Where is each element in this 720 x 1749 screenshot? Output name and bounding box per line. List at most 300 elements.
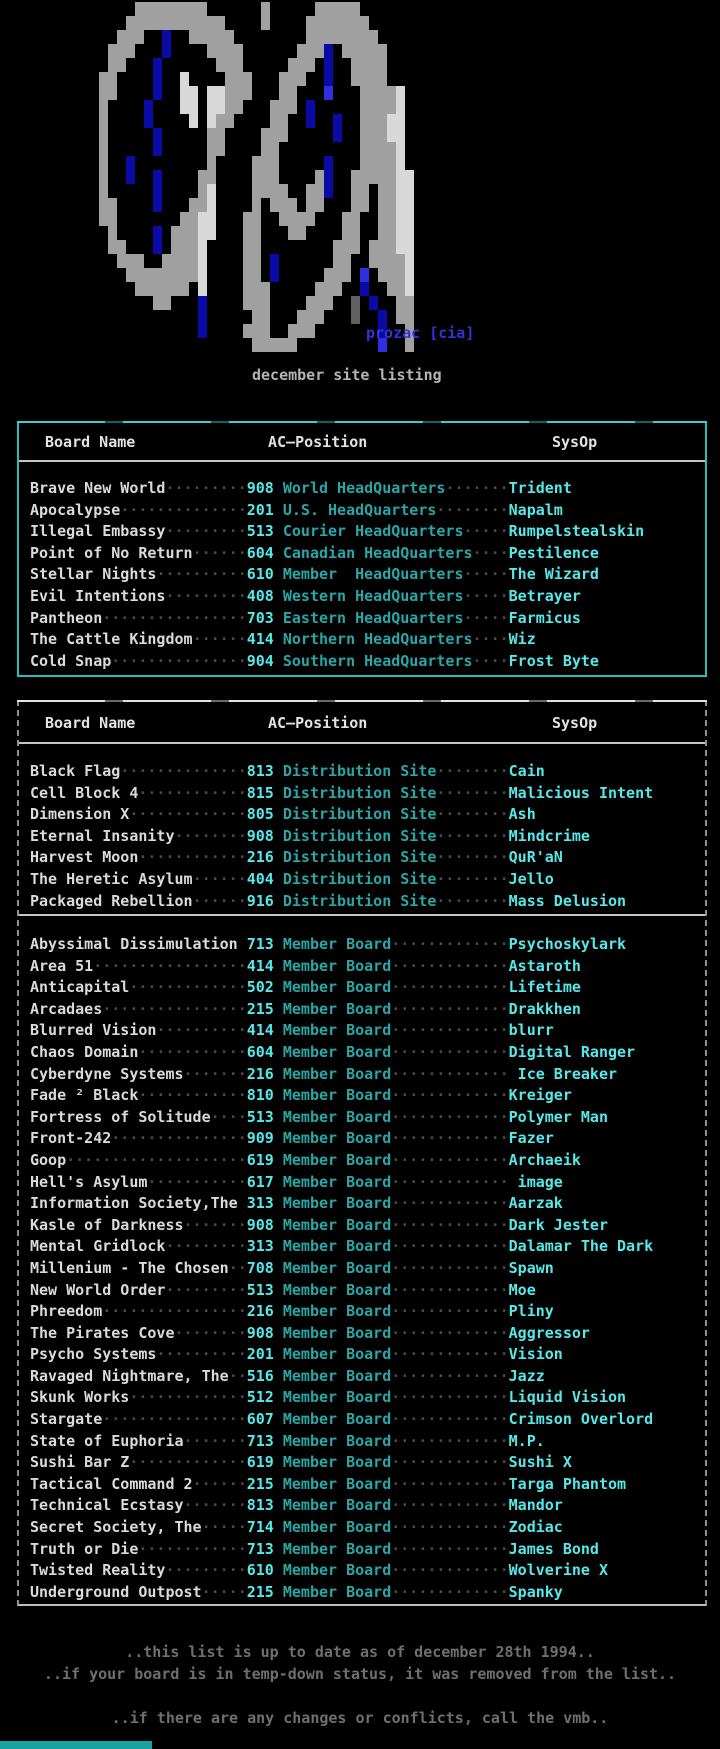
- position-label: World HeadQuarters: [282, 479, 446, 497]
- art-block: [270, 170, 279, 184]
- dot-leader: ····: [472, 630, 509, 649]
- position-label: Member Board: [282, 1366, 392, 1385]
- art-block: [135, 268, 144, 282]
- art-block: [153, 86, 162, 100]
- table-row: [30, 869, 705, 891]
- dot-leader: ·····: [463, 522, 509, 541]
- area-code: 216: [246, 1302, 274, 1321]
- art-block: [135, 30, 144, 44]
- header-separator: [19, 742, 705, 744]
- table-row: [30, 1128, 705, 1150]
- art-block: [153, 240, 162, 254]
- dot-leader: ·············: [391, 1453, 509, 1472]
- art-block: [342, 254, 351, 268]
- art-block: [207, 184, 216, 198]
- art-block: [171, 240, 180, 254]
- sysop-name: Aggressor: [508, 1323, 590, 1342]
- art-block: [288, 338, 297, 352]
- column-gap: [274, 892, 283, 910]
- position-label: Northern HeadQuarters: [282, 630, 473, 649]
- position-label: Member Board: [282, 1453, 392, 1472]
- art-block: [315, 44, 324, 58]
- art-block: [207, 142, 216, 156]
- art-block: [189, 86, 198, 100]
- art-block: [369, 296, 378, 310]
- art-block: [216, 128, 225, 142]
- art-block: [378, 170, 387, 184]
- board-name: The Pirates Cove: [30, 1323, 175, 1342]
- dot-leader: ·············: [391, 1518, 509, 1537]
- board-name: The Cattle Kingdom: [30, 630, 193, 649]
- table-row: [30, 999, 705, 1021]
- board-name: Harvest Moon: [30, 848, 139, 867]
- board-name: Packaged Rebellion: [30, 891, 193, 910]
- art-block: [126, 170, 135, 184]
- art-block: [378, 142, 387, 156]
- art-block: [207, 86, 216, 100]
- dot-leader: ·····: [201, 1582, 247, 1601]
- column-gap: [274, 1108, 283, 1126]
- position-label: Member Board: [282, 935, 392, 953]
- dot-leader: ·············: [391, 1431, 509, 1450]
- column-gap: [274, 1302, 283, 1320]
- sysop-name: Liquid Vision: [508, 1388, 627, 1407]
- table-row: [30, 478, 705, 500]
- area-code: 617: [246, 1172, 274, 1191]
- art-block: [207, 226, 216, 240]
- area-code: 703: [246, 608, 274, 627]
- dot-leader: ········: [436, 891, 509, 910]
- art-block: [135, 16, 144, 30]
- art-block: [243, 324, 252, 338]
- art-block: [261, 324, 270, 338]
- art-block: [198, 282, 207, 296]
- table-row: [30, 826, 705, 848]
- art-block: [207, 44, 216, 58]
- art-block: [360, 142, 369, 156]
- art-block: [171, 282, 180, 296]
- position-label: Member Board: [282, 1323, 392, 1342]
- art-block: [243, 72, 252, 86]
- art-block: [351, 2, 360, 16]
- dot-leader: ·············: [391, 1410, 509, 1429]
- art-block: [243, 268, 252, 282]
- table-row: [30, 783, 705, 805]
- art-block: [252, 282, 261, 296]
- art-block: [360, 44, 369, 58]
- art-block: [207, 30, 216, 44]
- art-block: [180, 282, 189, 296]
- art-block: [162, 16, 171, 30]
- art-block: [360, 72, 369, 86]
- art-block: [396, 100, 405, 114]
- art-block: [306, 296, 315, 310]
- art-block: [396, 198, 405, 212]
- sysop-name: Sushi X: [508, 1453, 572, 1472]
- table-row: [30, 934, 705, 956]
- art-block: [306, 324, 315, 338]
- art-block: [252, 156, 261, 170]
- sysop-name: Fazer: [508, 1129, 554, 1148]
- art-block: [162, 282, 171, 296]
- column-gap: [274, 522, 283, 540]
- area-code: 813: [246, 1496, 274, 1515]
- position-label: Member Board: [282, 1107, 392, 1126]
- art-block: [297, 212, 306, 226]
- art-block: [126, 30, 135, 44]
- art-block: [315, 30, 324, 44]
- art-block: [126, 156, 135, 170]
- position-label: Member Board: [282, 1042, 392, 1061]
- position-label: Member Board: [282, 1215, 392, 1234]
- art-block: [216, 30, 225, 44]
- dot-leader: ······: [192, 891, 247, 910]
- sysop-name: Aarzak: [508, 1194, 563, 1213]
- dot-leader: ·············: [391, 935, 509, 953]
- footer-line: ..this list is up to date as of december 28th 1994..: [125, 1643, 595, 1661]
- art-block: [387, 268, 396, 282]
- art-block: [261, 296, 270, 310]
- art-block: [162, 296, 171, 310]
- art-block: [252, 296, 261, 310]
- art-block: [270, 114, 279, 128]
- position-label: Courier HeadQuarters: [282, 522, 464, 541]
- dot-leader: ··········: [156, 565, 247, 584]
- board-name: Black Flag: [30, 762, 121, 780]
- table-row: [30, 1172, 705, 1194]
- art-block: [324, 44, 333, 58]
- column-gap: [274, 1237, 283, 1255]
- sysop-name: image: [508, 1172, 563, 1191]
- art-block: [315, 2, 324, 16]
- table-row: [30, 500, 705, 522]
- position-label: Member Board: [282, 1258, 392, 1277]
- column-gap: [274, 1021, 283, 1039]
- art-block: [99, 170, 108, 184]
- area-code: 513: [246, 522, 274, 541]
- dot-leader: ·············: [391, 1215, 509, 1234]
- art-block: [225, 114, 234, 128]
- sysop-name: Mindcrime: [508, 826, 590, 845]
- area-code: 408: [246, 586, 274, 605]
- art-block: [351, 170, 360, 184]
- table-row: [30, 1409, 705, 1431]
- position-label: Member Board: [282, 1280, 392, 1299]
- table-row: [30, 521, 705, 543]
- dot-leader: ········: [174, 1323, 247, 1342]
- art-block: [360, 268, 369, 282]
- column-gap: [274, 1281, 283, 1299]
- art-block: [180, 226, 189, 240]
- column-gap: [274, 501, 283, 519]
- art-block: [396, 86, 405, 100]
- dot-leader: ··: [228, 1258, 247, 1277]
- column-gap: [274, 1540, 283, 1558]
- art-block: [405, 310, 414, 324]
- art-block: [252, 338, 261, 352]
- board-name: Apocalypse: [30, 500, 121, 519]
- distribution-site-rows: [30, 761, 705, 912]
- area-code: 404: [246, 869, 274, 888]
- column-header-sysop: SysOp: [552, 714, 598, 732]
- artist-signature: prozac [cia]: [366, 324, 475, 342]
- art-block: [234, 58, 243, 72]
- art-block: [126, 44, 135, 58]
- area-code: 604: [246, 1042, 274, 1061]
- art-block: [405, 296, 414, 310]
- art-block: [360, 184, 369, 198]
- art-block: [333, 240, 342, 254]
- art-block: [360, 100, 369, 114]
- art-block: [162, 2, 171, 16]
- art-block: [144, 100, 153, 114]
- art-block: [252, 226, 261, 240]
- art-block: [387, 100, 396, 114]
- art-block: [189, 198, 198, 212]
- art-block: [405, 268, 414, 282]
- art-block: [153, 2, 162, 16]
- art-block: [333, 30, 342, 44]
- table-row: [30, 956, 705, 978]
- dot-leader: ·················: [93, 956, 247, 975]
- table-row: [30, 586, 705, 608]
- dot-leader: [238, 935, 247, 953]
- art-block: [108, 212, 117, 226]
- table-row: [30, 1452, 705, 1474]
- position-label: Member Board: [282, 1582, 392, 1601]
- table-top-border: [17, 421, 707, 423]
- art-block: [306, 198, 315, 212]
- art-block: [396, 142, 405, 156]
- position-label: Member Board: [282, 978, 392, 997]
- art-block: [189, 240, 198, 254]
- art-block: [198, 268, 207, 282]
- art-block: [396, 240, 405, 254]
- art-block: [288, 100, 297, 114]
- dot-leader: ··············: [120, 762, 247, 780]
- art-block: [387, 240, 396, 254]
- board-name: Skunk Works: [30, 1388, 130, 1407]
- dot-leader: ·············: [129, 978, 247, 997]
- art-block: [180, 268, 189, 282]
- dot-leader: ····: [472, 651, 509, 670]
- dot-leader: ·······: [183, 1496, 247, 1515]
- art-block: [180, 212, 189, 226]
- dot-leader: ············: [138, 1086, 247, 1105]
- art-block: [369, 58, 378, 72]
- art-block: [378, 212, 387, 226]
- art-block: [306, 184, 315, 198]
- dot-leader: ······: [192, 869, 247, 888]
- column-gap: [274, 1151, 283, 1169]
- art-block: [252, 324, 261, 338]
- position-label: Member Board: [282, 1194, 392, 1213]
- position-label: Southern HeadQuarters: [282, 651, 473, 670]
- dot-leader: ·····: [463, 608, 509, 627]
- sysop-name: Targa Phantom: [508, 1474, 627, 1493]
- art-block: [324, 268, 333, 282]
- board-name: Brave New World: [30, 479, 166, 497]
- table-row: [30, 564, 705, 586]
- art-block: [153, 16, 162, 30]
- board-name: Truth or Die: [30, 1539, 139, 1558]
- table-row: [30, 1042, 705, 1064]
- dot-leader: ········: [436, 869, 509, 888]
- art-block: [153, 226, 162, 240]
- dot-leader: ·············: [391, 1582, 509, 1601]
- sysop-name: Farmicus: [508, 608, 581, 627]
- position-label: Member Board: [282, 1431, 392, 1450]
- dot-leader: ·······: [183, 1431, 247, 1450]
- art-block: [270, 268, 279, 282]
- art-block: [369, 254, 378, 268]
- column-gap: [274, 1129, 283, 1147]
- art-block: [99, 72, 108, 86]
- art-block: [270, 156, 279, 170]
- art-block: [216, 100, 225, 114]
- art-block: [324, 72, 333, 86]
- art-block: [180, 86, 189, 100]
- dot-leader: ·········: [165, 1237, 247, 1256]
- position-label: Member Board: [282, 1021, 392, 1040]
- art-block: [189, 100, 198, 114]
- table-row: [30, 977, 705, 999]
- art-block: [306, 100, 315, 114]
- sysop-name: Astaroth: [508, 956, 581, 975]
- board-name: Pantheon: [30, 608, 103, 627]
- art-block: [405, 184, 414, 198]
- art-block: [144, 114, 153, 128]
- table-row: [30, 891, 705, 913]
- board-name: The Heretic Asylum: [30, 869, 193, 888]
- art-block: [99, 198, 108, 212]
- board-name: Millenium - The Chosen: [30, 1258, 229, 1277]
- table-row: [30, 1085, 705, 1107]
- art-block: [288, 72, 297, 86]
- member-board-rows: [30, 934, 705, 1603]
- dot-leader: ·············: [391, 1150, 509, 1169]
- art-block: [225, 100, 234, 114]
- art-block: [324, 30, 333, 44]
- art-block: [369, 170, 378, 184]
- art-block: [270, 254, 279, 268]
- sysop-name: Spawn: [508, 1258, 554, 1277]
- column-gap: [274, 1453, 283, 1471]
- dot-leader: ········: [436, 848, 509, 867]
- dot-leader: ············: [138, 783, 247, 802]
- area-code: 713: [246, 1539, 274, 1558]
- dot-leader: ········: [436, 826, 509, 845]
- area-code: 713: [246, 935, 274, 953]
- art-block: [99, 184, 108, 198]
- art-block: [180, 254, 189, 268]
- table-row: [30, 1020, 705, 1042]
- column-gap: [274, 652, 283, 670]
- art-block: [396, 268, 405, 282]
- art-block: [99, 142, 108, 156]
- art-block: [99, 156, 108, 170]
- art-block: [261, 128, 270, 142]
- column-gap: [274, 1583, 283, 1601]
- column-gap: [274, 957, 283, 975]
- art-block: [189, 254, 198, 268]
- art-block: [378, 240, 387, 254]
- art-block: [360, 156, 369, 170]
- table-row: [30, 1431, 705, 1453]
- art-block: [360, 282, 369, 296]
- area-code: 908: [246, 826, 274, 845]
- dot-leader: ········: [174, 826, 247, 845]
- art-block: [351, 240, 360, 254]
- dot-leader: ·············: [391, 978, 509, 997]
- dot-leader: ················: [102, 1410, 247, 1429]
- art-block: [288, 86, 297, 100]
- art-block: [225, 44, 234, 58]
- art-block: [243, 240, 252, 254]
- table-row: [30, 1064, 705, 1086]
- art-block: [171, 268, 180, 282]
- sysop-name: Crimson Overlord: [508, 1410, 654, 1429]
- dot-leader: ······: [192, 1474, 247, 1493]
- area-code: 607: [246, 1410, 274, 1429]
- art-block: [342, 240, 351, 254]
- dot-leader: ·····: [463, 586, 509, 605]
- art-block: [225, 72, 234, 86]
- dot-leader: ············: [138, 1539, 247, 1558]
- art-block: [180, 2, 189, 16]
- art-block: [207, 156, 216, 170]
- column-gap: [274, 1410, 283, 1428]
- art-block: [387, 226, 396, 240]
- table-row: [30, 1560, 705, 1582]
- art-block: [306, 44, 315, 58]
- art-block: [351, 212, 360, 226]
- table-row: [30, 543, 705, 565]
- dot-leader: ·····: [201, 1518, 247, 1537]
- art-block: [396, 156, 405, 170]
- art-block: [369, 128, 378, 142]
- art-block: [387, 282, 396, 296]
- art-block: [189, 268, 198, 282]
- sysop-name: Spanky: [508, 1582, 563, 1601]
- art-block: [261, 16, 270, 30]
- dot-leader: ·········: [165, 1280, 247, 1299]
- art-block: [180, 100, 189, 114]
- art-block: [117, 30, 126, 44]
- art-block: [180, 16, 189, 30]
- sysop-name: Malicious Intent: [508, 783, 654, 802]
- art-block: [342, 44, 351, 58]
- art-block: [117, 58, 126, 72]
- dot-leader: ·············: [391, 1172, 509, 1191]
- table-row: [30, 1301, 705, 1323]
- art-block: [369, 142, 378, 156]
- dot-leader: ·············: [391, 1539, 509, 1558]
- art-block: [252, 212, 261, 226]
- art-block: [198, 30, 207, 44]
- column-gap: [274, 762, 283, 780]
- art-block: [396, 296, 405, 310]
- board-name: Area 51: [30, 956, 94, 975]
- art-block: [378, 226, 387, 240]
- sysop-name: Napalm: [508, 500, 563, 519]
- art-block: [369, 30, 378, 44]
- column-gap: [274, 827, 283, 845]
- board-name: Mental Gridlock: [30, 1237, 166, 1256]
- art-block: [234, 86, 243, 100]
- sysop-name: Jello: [508, 869, 554, 888]
- position-label: Western HeadQuarters: [282, 586, 464, 605]
